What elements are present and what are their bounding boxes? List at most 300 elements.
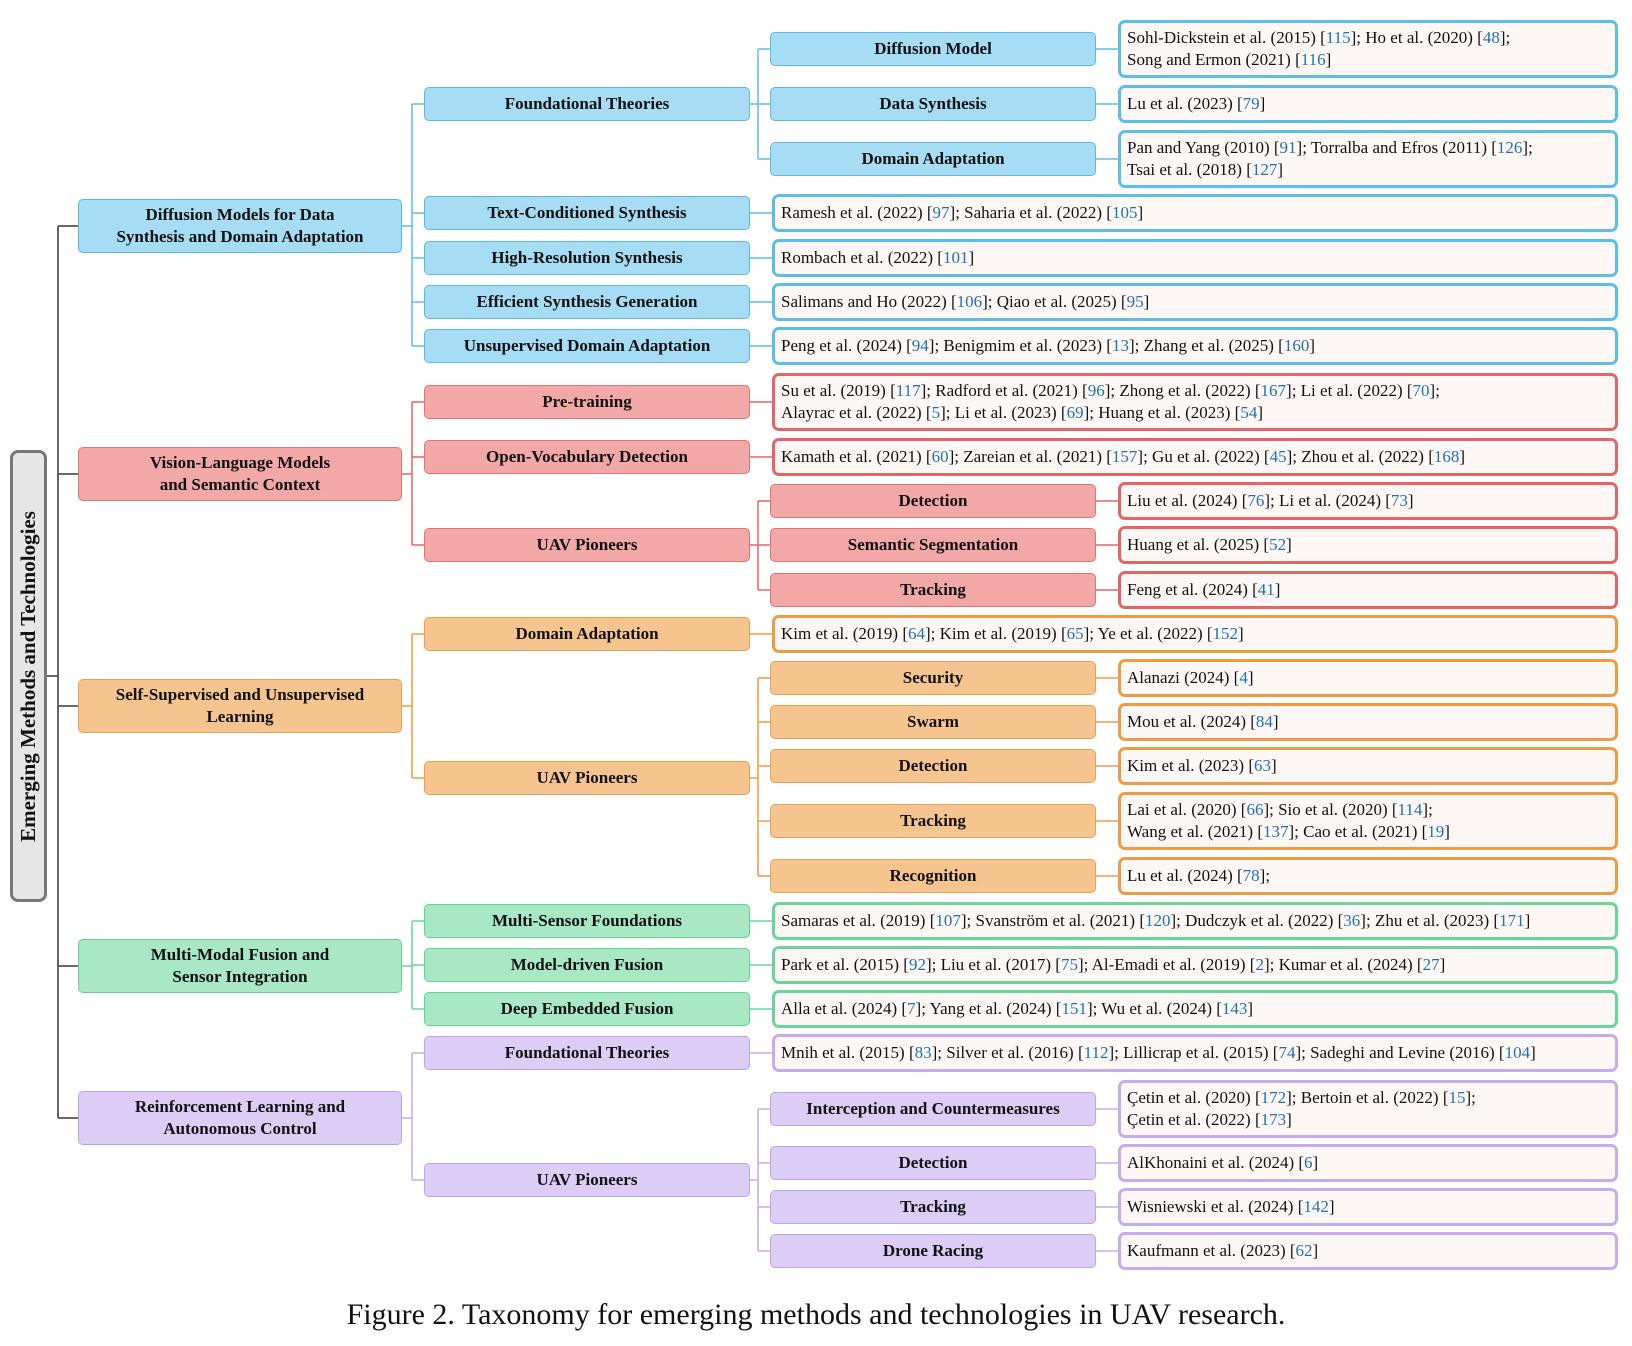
reference-list — [1127, 865, 1270, 887]
reference-list — [781, 380, 1440, 424]
references-semantic-segmentation — [1118, 526, 1618, 564]
topic-security — [770, 661, 1096, 695]
reference-text: Lu et al. (2024) [ — [1127, 866, 1243, 885]
topic-detection — [770, 484, 1096, 518]
subcategory-high-resolution-synthesis — [424, 241, 750, 275]
reference-list — [1127, 27, 1510, 71]
reference-text: ]; — [1522, 138, 1533, 157]
subcategory-foundational-theories — [424, 87, 750, 121]
subcategory-efficient-synthesis-generation-label: Efficient Synthesis Generation — [476, 292, 698, 311]
citation-link[interactable]: 15 — [1448, 1088, 1466, 1107]
reference-list — [1127, 667, 1254, 689]
reference-text: ]; Cao et al. (2021) [ — [1288, 822, 1428, 841]
reference-text: ]; Torralba and Efros (2011) [ — [1296, 138, 1497, 157]
reference-text: ]; Lillicrap et al. (2015) [ — [1108, 1043, 1279, 1062]
reference-list — [781, 623, 1244, 645]
subcategory-efficient-synthesis-generation — [424, 285, 750, 319]
reference-list — [1127, 1240, 1318, 1262]
reference-line — [1127, 534, 1292, 556]
reference-text: Alayrac et al. (2022) [ — [781, 403, 932, 422]
figure-caption: Figure 2. Taxonomy for emerging methods and technologies in UAV research. — [346, 1298, 1286, 1331]
reference-text: Huang et al. (2025) [ — [1127, 535, 1270, 554]
reference-line — [1127, 579, 1280, 601]
reference-text: ]; — [1422, 800, 1433, 819]
topic-semantic-segmentation — [770, 528, 1096, 562]
topic-detection — [770, 1146, 1096, 1180]
subcategory-foundational-theories — [424, 1036, 750, 1070]
references-efficient-synthesis-generation — [772, 283, 1618, 321]
reference-list — [1127, 1152, 1318, 1174]
citation-link[interactable]: 78 — [1242, 866, 1260, 885]
reference-line — [1127, 93, 1265, 115]
reference-text: ] — [1274, 580, 1281, 599]
reference-text: Kim et al. (2023) [ — [1127, 756, 1254, 775]
category-self-supervised-and-unsupervised-learning — [78, 679, 402, 733]
citation-link[interactable]: 6 — [1304, 1153, 1313, 1172]
reference-line — [781, 1042, 1536, 1064]
reference-text: Kim et al. (2019) [ — [781, 624, 908, 643]
reference-text: ] — [1459, 447, 1466, 466]
topic-domain-adaptation — [770, 142, 1096, 176]
reference-text: Sohl-Dickstein et al. (2015) [ — [1127, 28, 1326, 47]
subcategory-multi-sensor-foundations — [424, 904, 750, 938]
citation-link[interactable]: 52 — [1269, 535, 1287, 554]
citation-link[interactable]: 2 — [1255, 955, 1264, 974]
topic-tracking-label: Tracking — [900, 1197, 966, 1216]
reference-text: ] — [1439, 955, 1446, 974]
reference-text: Wisniewski et al. (2024) [ — [1127, 1197, 1304, 1216]
reference-list — [781, 247, 974, 269]
citation-link[interactable]: 151 — [1061, 999, 1087, 1018]
reference-line — [781, 954, 1445, 976]
reference-text: Rombach et al. (2022) [ — [781, 248, 943, 267]
topic-swarm-label: Swarm — [907, 712, 959, 731]
subcategory-model-driven-fusion — [424, 948, 750, 982]
reference-text: ]; — [1429, 381, 1440, 400]
reference-line — [781, 910, 1530, 932]
topic-domain-adaptation-label: Domain Adaptation — [861, 149, 1005, 168]
citation-link[interactable]: 63 — [1254, 756, 1271, 775]
reference-text: ] — [1312, 1153, 1319, 1172]
reference-line — [781, 380, 1440, 402]
subcategory-text-conditioned-synthesis — [424, 196, 750, 230]
reference-text: Alla et al. (2024) [ — [781, 999, 908, 1018]
reference-text: ]; Zhang et al. (2025) [ — [1128, 336, 1284, 355]
reference-text: Lu et al. (2023) [ — [1127, 94, 1243, 113]
category-multi-modal-fusion-and-sensor-integration — [78, 939, 402, 993]
reference-line — [1127, 49, 1510, 71]
reference-text: ] — [1137, 203, 1144, 222]
citation-link[interactable]: 101 — [942, 248, 969, 267]
references-drone-racing — [1118, 1232, 1618, 1270]
topic-semantic-segmentation-label: Semantic Segmentation — [847, 535, 1019, 554]
reference-text: ]; Svanström et al. (2021) [ — [960, 911, 1146, 930]
subcategory-domain-adaptation — [424, 617, 750, 651]
topic-tracking — [770, 1190, 1096, 1224]
subcategory-uav-pioneers — [424, 761, 750, 795]
citation-link[interactable]: 73 — [1390, 491, 1408, 510]
citation-link[interactable]: 83 — [914, 1043, 932, 1062]
reference-list — [781, 1042, 1536, 1064]
reference-text: ]; Silver et al. (2016) [ — [931, 1043, 1084, 1062]
reference-text: ] — [968, 248, 975, 267]
citation-link[interactable]: 106 — [956, 292, 983, 311]
citation-link[interactable]: 95 — [1126, 292, 1144, 311]
subcategory-uav-pioneers-label: UAV Pioneers — [536, 535, 638, 554]
reference-line — [781, 335, 1315, 357]
reference-text: ]; Radford et al. (2021) [ — [920, 381, 1088, 400]
reference-line — [781, 998, 1253, 1020]
citation-link[interactable]: 48 — [1482, 28, 1500, 47]
category-reinforcement-learning-and-autonomous-control — [78, 1091, 402, 1145]
references-interception-and-countermeasures — [1118, 1080, 1618, 1138]
citation-link[interactable]: 120 — [1145, 911, 1171, 930]
reference-list — [1127, 711, 1279, 733]
category-vision-language-models-and-semantic-context-label: Vision-Language Models and Semantic Context — [149, 453, 331, 494]
reference-text: ] — [1444, 822, 1450, 841]
reference-text: ] — [1328, 1197, 1335, 1216]
topic-diffusion-model — [770, 32, 1096, 66]
references-text-conditioned-synthesis — [772, 194, 1618, 232]
subcategory-foundational-theories-label: Foundational Theories — [504, 1043, 670, 1062]
topic-tracking-label: Tracking — [900, 580, 966, 599]
reference-text: ]; Al-Emadi et al. (2019) [ — [1077, 955, 1256, 974]
reference-text: Pan and Yang (2010) [ — [1127, 138, 1280, 157]
reference-text: Feng et al. (2024) [ — [1127, 580, 1258, 599]
reference-line — [781, 446, 1465, 468]
reference-text: Mnih et al. (2015) [ — [781, 1043, 915, 1062]
citation-link[interactable]: 41 — [1257, 580, 1275, 599]
reference-text: ]; Zhou et al. (2022) [ — [1286, 447, 1434, 466]
topic-diffusion-model-label: Diffusion Model — [874, 39, 992, 58]
citation-link[interactable]: 143 — [1221, 999, 1248, 1018]
subcategory-high-resolution-synthesis-label: High-Resolution Synthesis — [491, 248, 683, 267]
subcategory-text-conditioned-synthesis-label: Text-Conditioned Synthesis — [487, 203, 687, 222]
reference-text: ]; Liu et al. (2017) [ — [925, 955, 1061, 974]
reference-text: Çetin et al. (2020) [ — [1127, 1088, 1261, 1107]
subcategory-unsupervised-domain-adaptation — [424, 329, 750, 363]
subcategory-pre-training — [424, 385, 750, 419]
reference-list — [1127, 1196, 1335, 1218]
category-diffusion-models-for-data-synthesis-and-domain-adaptation — [78, 199, 402, 253]
reference-text: ]; Kumar et al. (2024) [ — [1263, 955, 1423, 974]
reference-line — [1127, 1152, 1318, 1174]
reference-text: ]; Saharia et al. (2022) [ — [949, 203, 1112, 222]
reference-list — [1127, 1087, 1476, 1131]
reference-text: Peng et al. (2024) [ — [781, 336, 912, 355]
references-high-resolution-synthesis — [772, 239, 1618, 277]
references-swarm — [1118, 703, 1618, 741]
citation-link[interactable]: 13 — [1111, 336, 1129, 355]
reference-list — [781, 446, 1465, 468]
references-domain-adaptation — [772, 615, 1618, 653]
reference-list — [1127, 579, 1280, 601]
reference-text: Liu et al. (2024) [ — [1127, 491, 1248, 510]
reference-text: ] — [1325, 50, 1332, 69]
reference-text: Kaufmann et al. (2023) [ — [1127, 1241, 1296, 1260]
citation-link[interactable]: 62 — [1295, 1241, 1313, 1260]
reference-list — [781, 291, 1149, 313]
citation-link[interactable]: 60 — [931, 447, 949, 466]
reference-text: ]; Wu et al. (2024) [ — [1086, 999, 1222, 1018]
root-node — [10, 450, 47, 902]
topic-drone-racing — [770, 1234, 1096, 1268]
reference-text: ]; Kim et al. (2019) [ — [925, 624, 1067, 643]
subcategory-open-vocabulary-detection-label: Open-Vocabulary Detection — [486, 447, 688, 466]
subcategory-uav-pioneers-label: UAV Pioneers — [536, 1170, 638, 1189]
reference-text: Song and Ermon (2021) [ — [1127, 50, 1301, 69]
references-data-synthesis — [1118, 85, 1618, 123]
subcategory-multi-sensor-foundations-label: Multi-Sensor Foundations — [491, 911, 683, 930]
reference-text: ] — [1257, 403, 1263, 422]
citation-link[interactable]: 91 — [1279, 138, 1297, 157]
reference-text: ] — [1286, 1110, 1292, 1129]
reference-text: ] — [1238, 624, 1244, 643]
reference-text: ] — [1259, 94, 1266, 113]
reference-text: ] — [1286, 535, 1292, 554]
subcategory-uav-pioneers — [424, 1163, 750, 1197]
topic-drone-racing-label: Drone Racing — [882, 1241, 984, 1260]
references-recognition — [1118, 857, 1618, 895]
citation-link[interactable]: 84 — [1255, 712, 1273, 731]
reference-text: ]; — [1259, 866, 1271, 885]
reference-line — [781, 623, 1244, 645]
citation-link[interactable]: 114 — [1397, 800, 1423, 819]
topic-data-synthesis-label: Data Synthesis — [879, 94, 987, 113]
references-tracking — [1118, 1188, 1618, 1226]
citation-link[interactable]: 74 — [1278, 1043, 1296, 1062]
topic-interception-and-countermeasures-label: Interception and Countermeasures — [806, 1099, 1060, 1118]
subcategory-uav-pioneers — [424, 528, 750, 562]
references-domain-adaptation — [1118, 130, 1618, 188]
topic-tracking — [770, 573, 1096, 607]
reference-line — [1127, 711, 1279, 733]
references-tracking — [1118, 571, 1618, 609]
reference-text: ]; Zhu et al. (2023) [ — [1360, 911, 1500, 930]
reference-line — [1127, 821, 1450, 843]
reference-text: ]; Dudczyk et al. (2022) [ — [1170, 911, 1344, 930]
citation-link[interactable]: 27 — [1422, 955, 1440, 974]
citation-link[interactable]: 173 — [1260, 1110, 1287, 1129]
citation-link[interactable]: 5 — [931, 403, 941, 422]
reference-text: ] — [1247, 999, 1254, 1018]
reference-line — [1127, 1109, 1476, 1131]
reference-text: ]; Gu et al. (2022) [ — [1137, 447, 1270, 466]
reference-line — [781, 202, 1143, 224]
citation-link[interactable]: 70 — [1412, 381, 1430, 400]
citation-link[interactable]: 7 — [907, 999, 916, 1018]
reference-line — [1127, 1196, 1335, 1218]
reference-text: Tsai et al. (2018) [ — [1127, 160, 1252, 179]
subcategory-deep-embedded-fusion-label: Deep Embedded Fusion — [500, 999, 674, 1018]
reference-list — [781, 954, 1445, 976]
subcategory-domain-adaptation-label: Domain Adaptation — [515, 624, 659, 643]
references-tracking — [1118, 792, 1618, 850]
citation-link[interactable]: 107 — [935, 911, 961, 930]
reference-list — [1127, 799, 1450, 843]
reference-line — [1127, 159, 1533, 181]
citation-link[interactable]: 104 — [1504, 1043, 1531, 1062]
citation-link[interactable]: 172 — [1260, 1088, 1287, 1107]
reference-text: ] — [1407, 491, 1414, 510]
citation-link[interactable]: 167 — [1260, 381, 1287, 400]
reference-text: ]; Ho et al. (2020) [ — [1350, 28, 1483, 47]
subcategory-model-driven-fusion-label: Model-driven Fusion — [510, 955, 664, 974]
topic-recognition — [770, 859, 1096, 893]
references-model-driven-fusion — [772, 946, 1618, 984]
citation-link[interactable]: 152 — [1212, 624, 1239, 643]
citation-link[interactable]: 4 — [1239, 668, 1248, 687]
reference-text: ]; Ye et al. (2022) [ — [1083, 624, 1213, 643]
reference-text: ]; Yang et al. (2024) [ — [915, 999, 1062, 1018]
reference-text: ]; Li et al. (2024) [ — [1264, 491, 1391, 510]
topic-detection-label: Detection — [898, 756, 968, 775]
subcategory-open-vocabulary-detection — [424, 440, 750, 474]
reference-list — [781, 202, 1143, 224]
reference-text: ]; — [1499, 28, 1511, 47]
reference-text: ]; Zareian et al. (2021) [ — [948, 447, 1112, 466]
reference-text: Lai et al. (2020) [ — [1127, 800, 1247, 819]
reference-text: Mou et al. (2024) [ — [1127, 712, 1256, 731]
subcategory-pre-training-label: Pre-training — [542, 392, 632, 411]
citation-link[interactable]: 97 — [932, 203, 950, 222]
category-vision-language-models-and-semantic-context — [78, 447, 402, 501]
reference-line — [1127, 667, 1254, 689]
reference-line — [1127, 755, 1277, 777]
reference-text: ] — [1272, 712, 1279, 731]
citation-link[interactable]: 36 — [1343, 911, 1361, 930]
reference-text: Alanazi (2024) [ — [1127, 668, 1240, 687]
citation-link[interactable]: 45 — [1269, 447, 1287, 466]
reference-text: ] — [1309, 336, 1315, 355]
citation-link[interactable]: 168 — [1433, 447, 1460, 466]
citation-link[interactable]: 137 — [1263, 822, 1289, 841]
citation-link[interactable]: 75 — [1060, 955, 1078, 974]
references-detection — [1118, 747, 1618, 785]
citation-link[interactable]: 76 — [1247, 491, 1265, 510]
reference-list — [1127, 534, 1292, 556]
reference-text: ]; Benigmim et al. (2023) [ — [928, 336, 1112, 355]
reference-line — [1127, 137, 1533, 159]
reference-text: ]; Li et al. (2022) [ — [1286, 381, 1413, 400]
citation-link[interactable]: 115 — [1325, 28, 1351, 47]
reference-text: ] — [1143, 292, 1150, 311]
subcategory-uav-pioneers-label: UAV Pioneers — [536, 768, 638, 787]
reference-text: ]; — [1465, 1088, 1476, 1107]
reference-text: ]; Qiao et al. (2025) [ — [982, 292, 1127, 311]
citation-link[interactable]: 54 — [1240, 403, 1258, 422]
subcategory-deep-embedded-fusion — [424, 992, 750, 1026]
reference-text: ] — [1277, 160, 1284, 179]
citation-link[interactable]: 157 — [1111, 447, 1138, 466]
citation-link[interactable]: 112 — [1083, 1043, 1109, 1062]
reference-text: ]; Sio et al. (2020) [ — [1263, 800, 1398, 819]
references-multi-sensor-foundations — [772, 902, 1618, 940]
topic-interception-and-countermeasures — [770, 1092, 1096, 1126]
reference-line — [781, 402, 1440, 424]
references-diffusion-model — [1118, 20, 1618, 78]
references-detection — [1118, 482, 1618, 520]
reference-text: Çetin et al. (2022) [ — [1127, 1110, 1261, 1129]
reference-text: Wang et al. (2021) [ — [1127, 822, 1263, 841]
references-detection — [1118, 1144, 1618, 1182]
reference-list — [1127, 137, 1533, 181]
subcategory-foundational-theories-label: Foundational Theories — [504, 94, 670, 113]
reference-text: ]; Zhong et al. (2022) [ — [1104, 381, 1261, 400]
citation-link[interactable]: 79 — [1242, 94, 1260, 113]
reference-text: Kamath et al. (2021) [ — [781, 447, 932, 466]
reference-line — [1127, 799, 1450, 821]
reference-text: ]; Huang et al. (2023) [ — [1083, 403, 1241, 422]
citation-link[interactable]: 105 — [1111, 203, 1138, 222]
reference-text: Su et al. (2019) [ — [781, 381, 896, 400]
references-foundational-theories — [772, 1034, 1618, 1072]
citation-link[interactable]: 126 — [1496, 138, 1523, 157]
reference-text: ]; Bertoin et al. (2022) [ — [1286, 1088, 1449, 1107]
reference-list — [1127, 755, 1277, 777]
category-reinforcement-learning-and-autonomous-control-label: Reinforcement Learning and Autonomous Control — [134, 1097, 346, 1138]
reference-list — [1127, 93, 1265, 115]
reference-text: Ramesh et al. (2022) [ — [781, 203, 933, 222]
citation-link[interactable]: 127 — [1251, 160, 1278, 179]
citation-link[interactable]: 96 — [1087, 381, 1105, 400]
reference-text: ] — [1271, 756, 1277, 775]
topic-recognition-label: Recognition — [889, 866, 977, 885]
citation-link[interactable]: 69 — [1066, 403, 1084, 422]
references-unsupervised-domain-adaptation — [772, 327, 1618, 365]
category-multi-modal-fusion-and-sensor-integration-label: Multi-Modal Fusion and Sensor Integration — [150, 945, 330, 986]
references-deep-embedded-fusion — [772, 990, 1618, 1028]
reference-text: Samaras et al. (2019) [ — [781, 911, 936, 930]
references-open-vocabulary-detection — [772, 438, 1618, 476]
citation-link[interactable]: 64 — [908, 624, 925, 643]
reference-list — [781, 335, 1315, 357]
citation-link[interactable]: 171 — [1499, 911, 1525, 930]
citation-link[interactable]: 92 — [908, 955, 926, 974]
reference-text: ] — [1524, 911, 1531, 930]
reference-text: Park et al. (2015) [ — [781, 955, 909, 974]
topic-security-label: Security — [902, 668, 964, 687]
citation-link[interactable]: 116 — [1300, 50, 1326, 69]
references-pre-training — [772, 373, 1618, 431]
reference-text: Salimans and Ho (2022) [ — [781, 292, 957, 311]
citation-link[interactable]: 117 — [895, 381, 921, 400]
citation-link[interactable]: 142 — [1303, 1197, 1329, 1216]
citation-link[interactable]: 19 — [1427, 822, 1445, 841]
reference-list — [781, 998, 1253, 1020]
reference-line — [1127, 865, 1270, 887]
topic-tracking-label: Tracking — [900, 811, 966, 830]
citation-link[interactable]: 66 — [1246, 800, 1264, 819]
citation-link[interactable]: 94 — [911, 336, 929, 355]
topic-detection-label: Detection — [898, 1153, 968, 1172]
reference-line — [781, 291, 1149, 313]
reference-line — [1127, 1240, 1318, 1262]
root-label: Emerging Methods and Technologies — [16, 510, 41, 842]
reference-line — [1127, 490, 1414, 512]
reference-line — [781, 247, 974, 269]
reference-text: ] — [1247, 668, 1254, 687]
topic-tracking — [770, 804, 1096, 838]
reference-list — [1127, 490, 1414, 512]
reference-list — [781, 910, 1530, 932]
reference-text: ]; Li et al. (2023) [ — [940, 403, 1067, 422]
category-self-supervised-and-unsupervised-learning-label: Self-Supervised and Unsupervised Learning — [115, 685, 365, 726]
citation-link[interactable]: 65 — [1066, 624, 1084, 643]
reference-text: ]; Sadeghi and Levine (2016) [ — [1295, 1043, 1505, 1062]
topic-swarm — [770, 705, 1096, 739]
citation-link[interactable]: 160 — [1283, 336, 1310, 355]
